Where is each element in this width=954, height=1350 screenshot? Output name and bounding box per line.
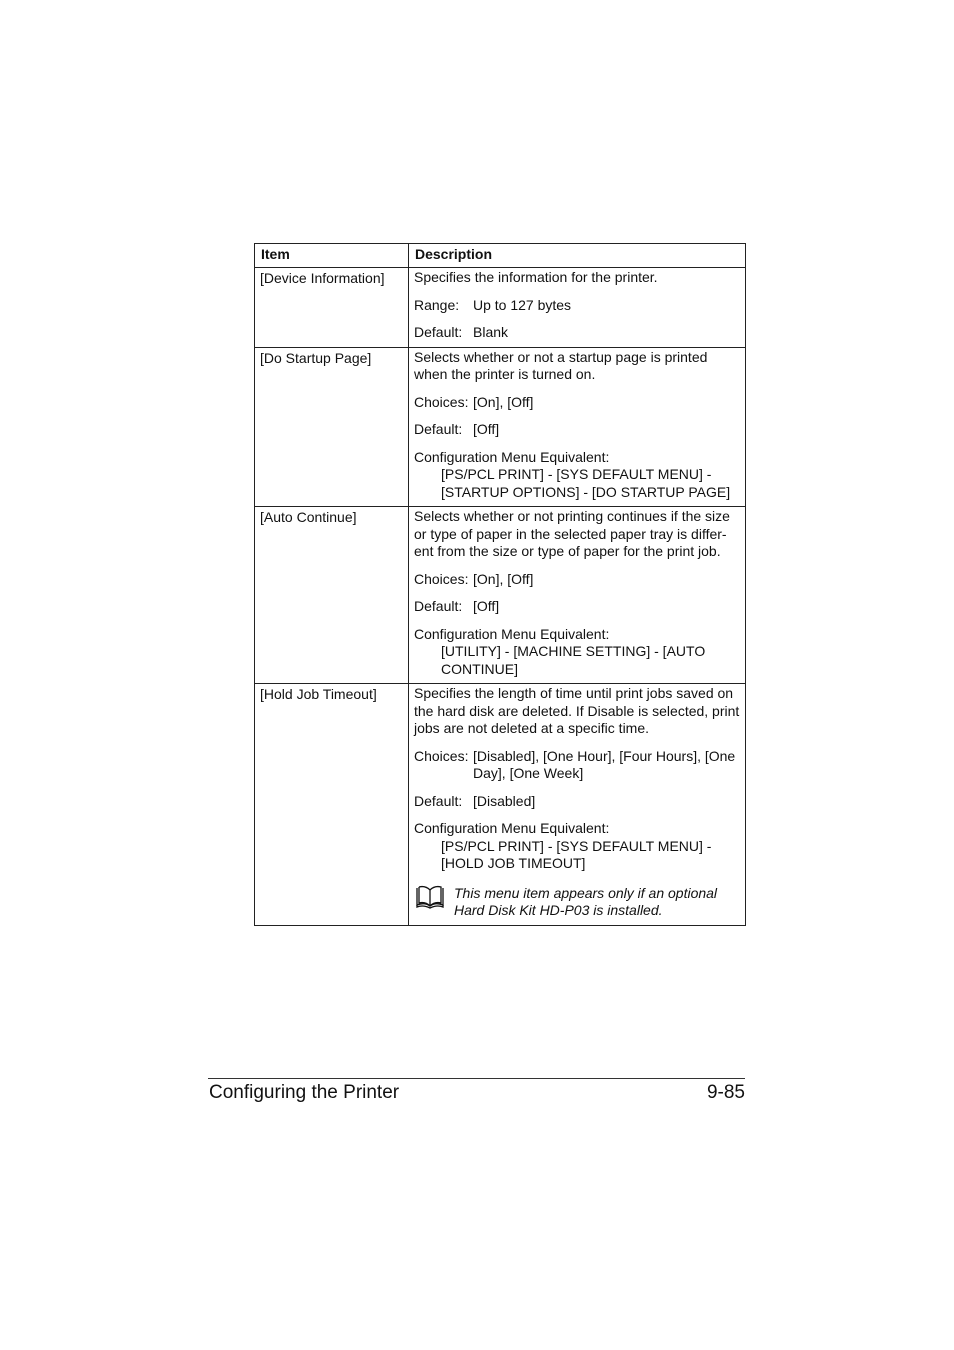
default-value: [Disabled]: [473, 792, 536, 809]
choices-label: Choices:: [414, 570, 469, 587]
footer-divider: [208, 1078, 745, 1079]
row-description: [409, 268, 746, 348]
choices-value: [On], [Off]: [473, 570, 534, 587]
column-header-item: Item: [255, 244, 409, 268]
choices-line: [414, 394, 743, 412]
default-label: Default:: [414, 598, 463, 614]
table-row: [255, 268, 746, 348]
default-line: [414, 793, 743, 811]
choices-value: [On], [Off]: [473, 393, 534, 410]
row-item-name: [Auto Continue]: [255, 507, 409, 684]
default-value: [Off]: [473, 421, 500, 437]
default-line: [414, 324, 743, 342]
table-row: [255, 347, 746, 507]
choices-line: [414, 571, 743, 589]
row-description: [409, 507, 746, 684]
choices-label: Choices:: [414, 747, 469, 764]
footer-page-number: 9-85: [706, 1082, 745, 1103]
config-block: [414, 449, 743, 502]
description-text: Selects whether or not printing continues if the size or type of paper in the selected paper tray is differ-ent from the size or type of paper for the print job.: [414, 508, 730, 559]
row-item-name: [Do Startup Page]: [255, 347, 409, 507]
range-label: Range:: [414, 296, 460, 313]
note-text: This menu item appears only if an optional Hard Disk Kit HD-P03 is installed.: [454, 884, 718, 918]
table-row: [255, 684, 746, 926]
config-label: Configuration Menu Equivalent:: [414, 820, 610, 836]
description-text: Specifies the length of time until print jobs saved on the hard disk are deleted. If Disable is selected, print jobs are not deleted at a specific time.: [414, 685, 740, 736]
default-line: [414, 598, 743, 616]
table-row: [255, 507, 746, 684]
default-value: Blank: [473, 324, 509, 340]
description-text: Specifies the information for the printer.: [414, 269, 658, 285]
config-block: [414, 820, 743, 873]
settings-table: [254, 243, 746, 926]
choices-label: Choices:: [414, 393, 469, 410]
default-label: Default:: [414, 324, 463, 340]
book-icon: [414, 885, 454, 920]
row-item-name: [Hold Job Timeout]: [255, 684, 409, 926]
config-path: [PS/PCL PRINT] - [SYS DEFAULT MENU] - [HOLD JOB TIMEOUT]: [441, 837, 712, 871]
row-description: [409, 684, 746, 926]
config-path: [PS/PCL PRINT] - [SYS DEFAULT MENU] - [STARTUP OPTIONS] - [DO STARTUP PAGE]: [441, 466, 731, 500]
config-block: [414, 626, 743, 679]
config-label: Configuration Menu Equivalent:: [414, 448, 610, 465]
row-item-name: [Device Information]: [255, 268, 409, 348]
footer-chapter-title: Configuring the Printer: [209, 1082, 400, 1103]
default-value: [Off]: [473, 598, 500, 614]
choices-line: [414, 748, 743, 783]
default-label: Default:: [414, 792, 463, 809]
table-header-row: [255, 244, 746, 268]
row-description: [409, 347, 746, 507]
config-label: Configuration Menu Equivalent:: [414, 625, 610, 642]
default-label: Default:: [414, 421, 463, 437]
column-header-description: Description: [409, 244, 746, 268]
note-block: [414, 885, 743, 920]
range-line: [414, 297, 743, 315]
range-value: Up to 127 bytes: [473, 296, 572, 313]
default-line: [414, 421, 743, 439]
description-text: Selects whether or not a startup page is printed when the printer is turned on.: [414, 348, 708, 382]
config-path: [UTILITY] - [MACHINE SETTING] - [AUTO CONTINUE]: [441, 643, 706, 677]
choices-value: [Disabled], [One Hour], [Four Hours], [One Day], [One Week]: [473, 747, 736, 781]
